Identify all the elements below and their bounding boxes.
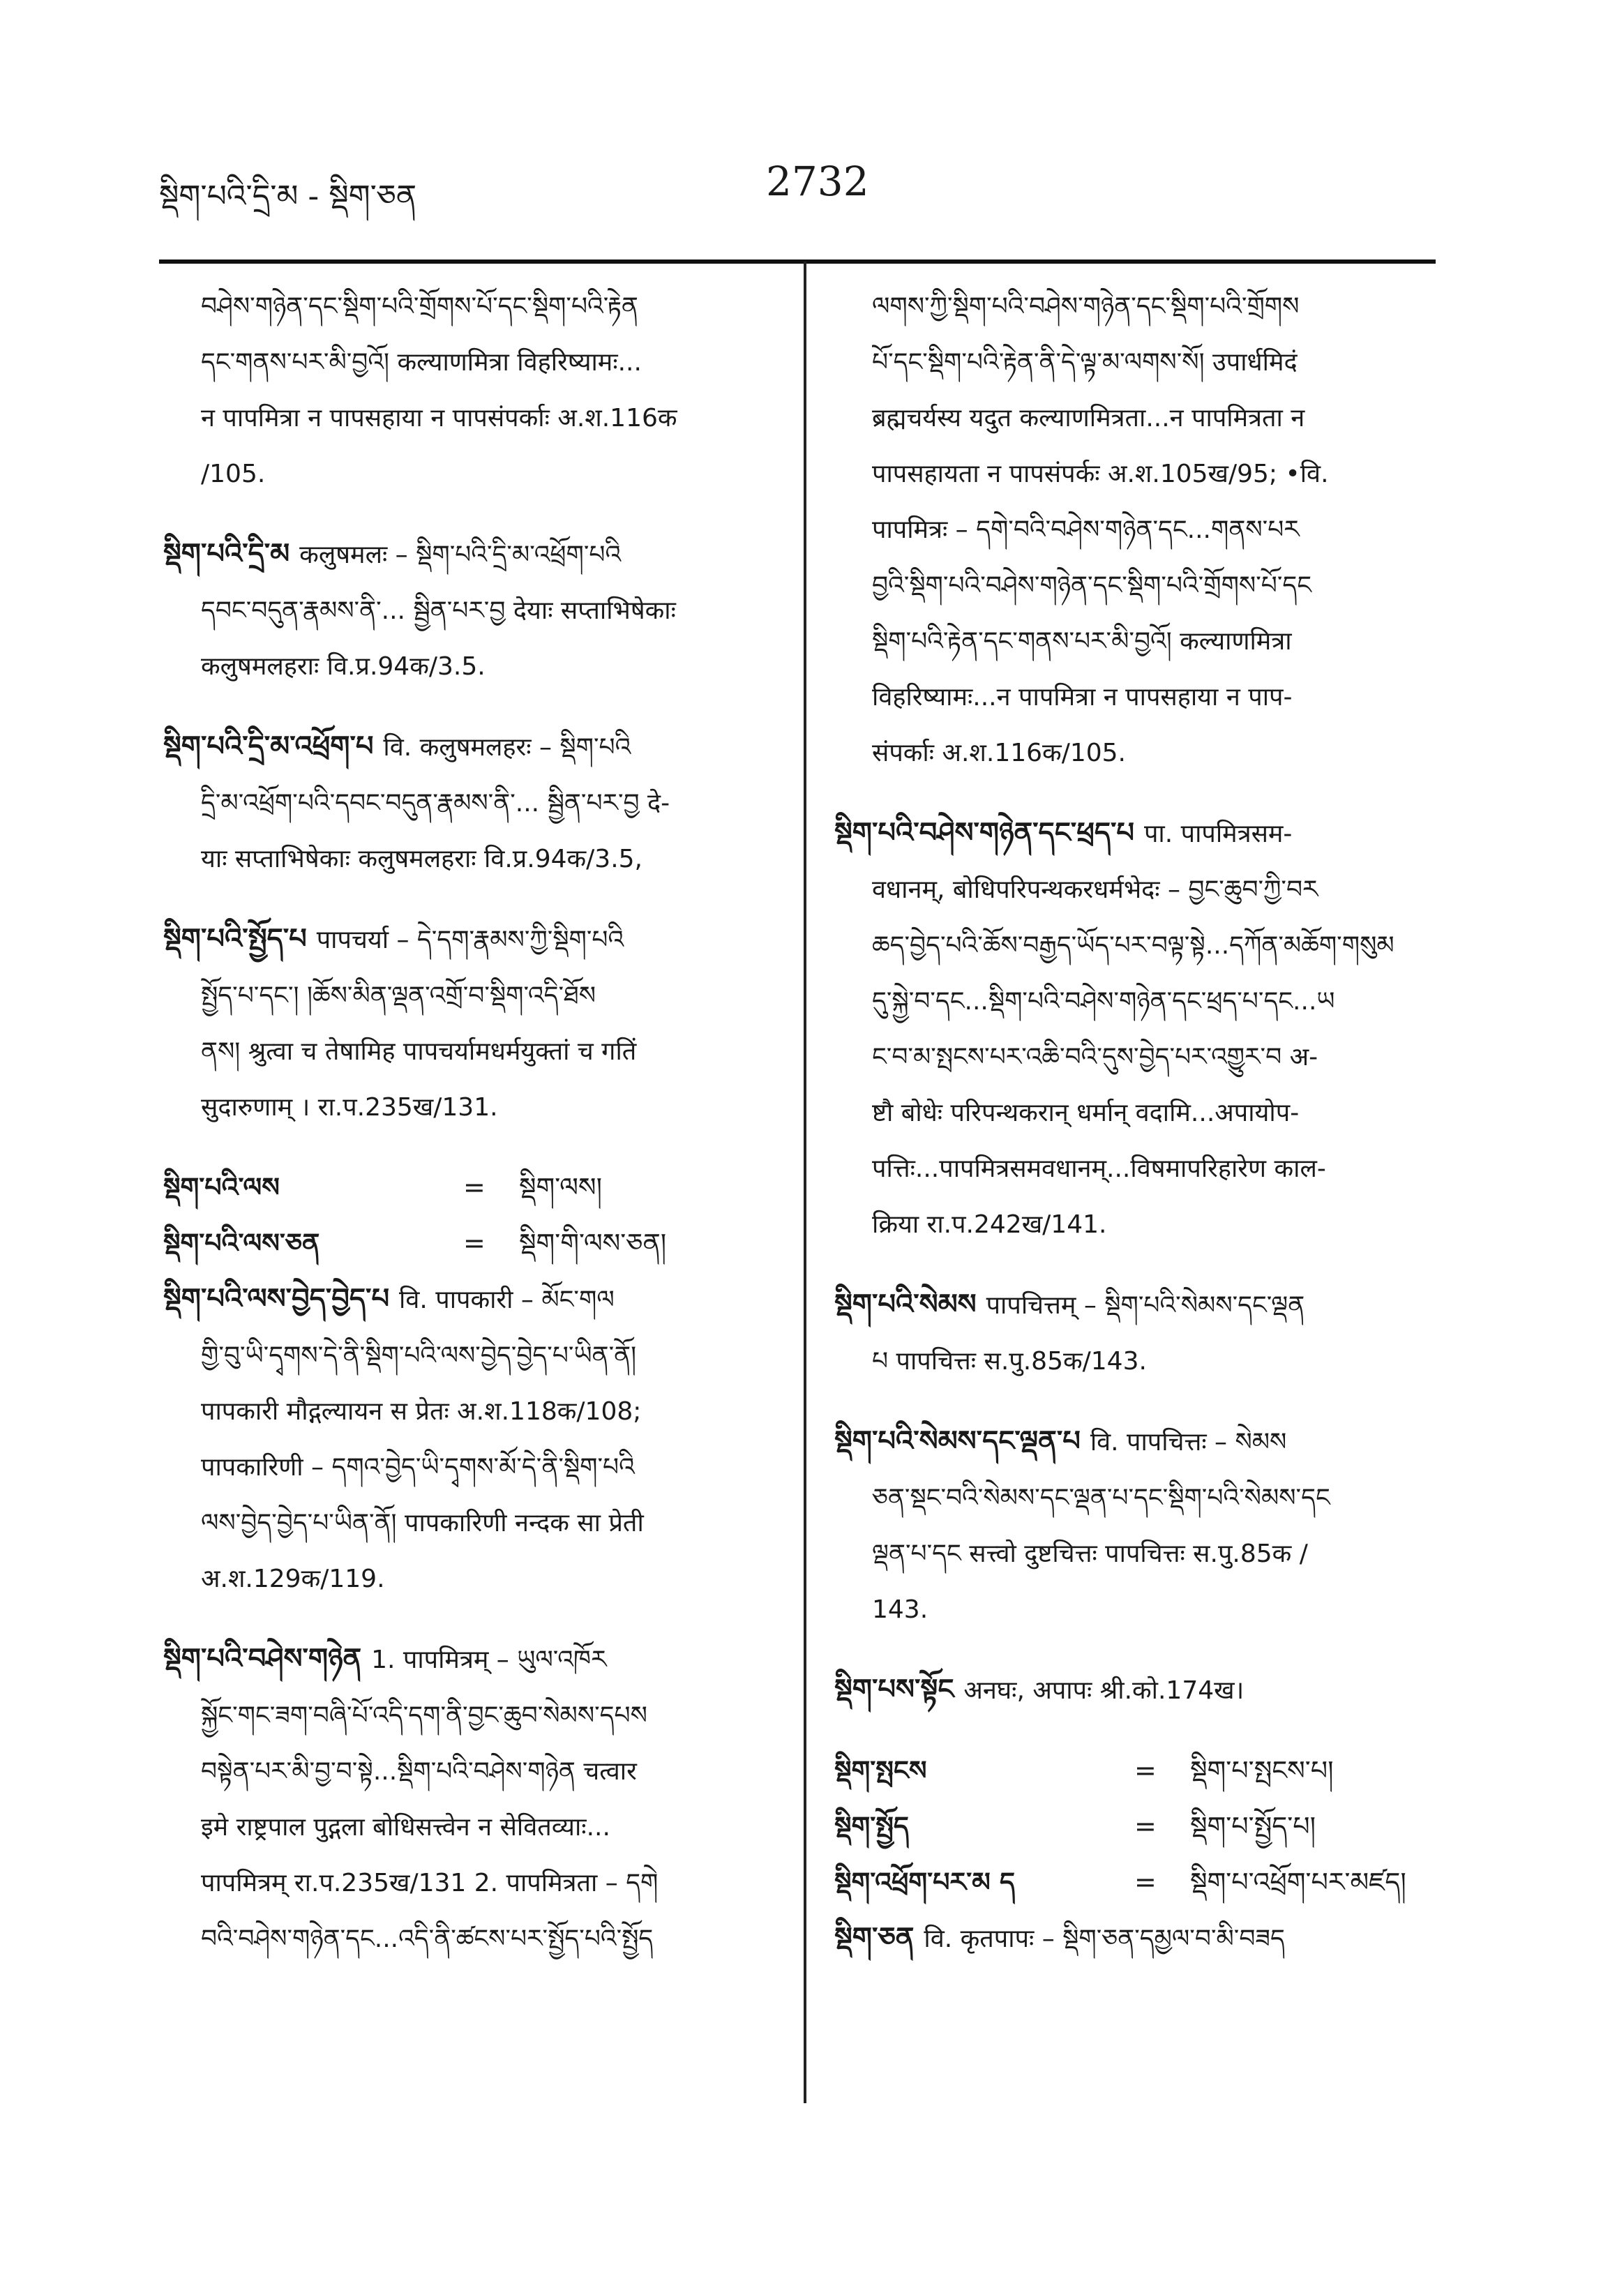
running-head: སྡིག་པའི་དྲི་མ - སྡིག་ཅན — [159, 179, 417, 214]
left-column — [163, 279, 777, 1991]
dictionary-entry — [163, 1631, 777, 1967]
entry-line — [834, 1277, 1448, 1334]
dictionary-entry — [163, 526, 777, 695]
entry-headword: སྡིག་པའི་བཤེས་གཉེན — [163, 1643, 372, 1675]
entry-line: कलुषमलहराः वि.प्र.94क/3.5. — [201, 652, 486, 681]
entry-line: ཆད་བྱེད་པའི་ཆོས་བརྒྱད་ཡོད་པར་བལྟ་སྟེ...དཀོན་མཆོག་གསུམ — [872, 931, 1394, 960]
entry-line: བཤེས་གཉེན་དང་སྡིག་པའི་གྲོགས་པོ་དང་སྡིག་པའི་རྟེན — [201, 292, 638, 321]
entry-line: དྲི་མ་འཕྲོག་པའི་དབང་བདུན་རྣམས་ནི་... སྦྱིན་པར་བྱ दे- — [201, 789, 670, 818]
entry-line: पापसहायता न पापसंपर्कः अ.श.105ख/95; •वि. — [872, 460, 1329, 488]
entry-line: ང་བ་མ་སྤངས་པར་འཆི་བའི་དུས་བྱེད་པར་འགྱུར་བ अ- — [872, 1043, 1318, 1071]
entry-line: न पापमित्रा न पापसहाया न पापसंपर्काः अ.श.116क — [201, 404, 677, 432]
entry-line: संपर्काः अ.श.116क/105. — [872, 739, 1126, 767]
entry-text: पापचर्या – དེ་དག་རྣམས་ཀྱི་སྡིག་པའི — [316, 926, 624, 954]
entry-text: कलुषमलः – སྡིག་པའི་དྲི་མ་འཕྲོག་པའི — [299, 541, 622, 569]
xref-headword: སྡིག་པའི་ལས — [163, 1172, 280, 1203]
entry-line — [834, 1910, 1448, 1967]
entry-line: བྱའི་སྡིག་པའི་བཤེས་གཉེན་དང་སྡིག་པའི་གྲོགས་པོ་དང — [872, 571, 1312, 600]
entry-line: ལས་བྱེད་བྱེད་པ་ཡིན་ནོ། पापकारिणी नन्दक सा प्रेती — [201, 1509, 644, 1537]
equals-sign: = — [1134, 1755, 1157, 1786]
cross-reference-entry — [163, 1215, 777, 1271]
entry-line — [163, 719, 777, 776]
header-rule — [159, 259, 1436, 264]
entry-line: ནས། श्रुत्वा च तेषामिह पापचर्यामधर्मयुक्तां च गतिं — [201, 1037, 637, 1066]
xref-target: སྡིག་གི་ལས་ཅན། — [519, 1228, 667, 1258]
entry-line: ལགས་ཀྱི་སྡིག་པའི་བཤེས་གཉེན་དང་སྡིག་པའི་གྲོགས — [872, 292, 1300, 321]
entry-line: पापमित्रः – དགེ་བའི་བཤེས་གཉེན་དང...གནས་པར — [872, 516, 1300, 544]
entry-line: དང་གནས་པར་མི་བྱའོ། कल्याणमित्रा विहरिष्यामः... — [201, 348, 642, 377]
entry-line: याः सप्ताभिषेकाः कलुषमलहराः वि.प्र.94क/3.5, — [201, 845, 642, 873]
dictionary-entry — [163, 911, 777, 1136]
entry-line: བསྟེན་པར་མི་བྱ་བ་སྟེ...སྡིག་པའི་བཤེས་གཉེན चत्वार — [201, 1757, 637, 1786]
entry-line: 143. — [872, 1595, 928, 1624]
entry-line — [163, 1271, 777, 1328]
entry-line: གྱི་བུ་ཡི་དྭགས་དེ་ནི་སྡིག་པའི་ལས་བྱེད་བྱེད་པ་ཡིན་ནོ། — [201, 1341, 637, 1370]
entry-line — [834, 1413, 1448, 1470]
entry-headword: སྡིག་པའི་སྤྱོད་པ — [163, 923, 317, 955]
cross-reference-entry — [163, 1159, 777, 1215]
entry-line: བའི་བཤེས་གཉེན་དང...འདི་ནི་ཚངས་པར་སྤྱོད་པའི་སྤྱོད — [201, 1925, 654, 1953]
xref-target: སྡིག་པ་སྤྱོད་པ། — [1190, 1811, 1316, 1842]
entry-line: དབང་བདུན་རྣམས་ནི་... སྦྱིན་པར་བྱ देयाः सप्ताभिषेकाः — [201, 596, 676, 625]
entry-text: वि. कृतपापः – སྡིག་ཅན་དམྱལ་བ་མི་བཟད — [924, 1925, 1285, 1953]
cross-reference-entry — [834, 1798, 1448, 1854]
entry-line: अ.श.129क/119. — [201, 1565, 385, 1593]
entry-line: ལྡན་པ་དང सत्त्वो दुष्टचित्तः पापचित्तः स.पु.85क / — [872, 1540, 1308, 1568]
page-number: 2732 — [766, 158, 869, 205]
entry-headword: སྡིག་ཅན — [834, 1922, 924, 1954]
entry-text: अनघः, अपापः श्री.को.174ख। — [963, 1676, 1245, 1705]
entry-line: པོ་དང་སྡིག་པའི་རྟེན་ནི་དེ་ལྟ་མ་ལགས་སོ། उपार्धमिदं — [872, 348, 1298, 377]
dictionary-entry — [834, 1277, 1448, 1390]
entry-line: विहरिष्यामः...न पापमित्रा न पापसहाया न पाप- — [872, 683, 1293, 712]
entry-headword: སྡིག་པའི་བཤེས་གཉེན་དང་ཕྲད་པ — [834, 817, 1144, 849]
dictionary-entry — [834, 1413, 1448, 1638]
xref-target: སྡིག་ལས། — [519, 1172, 603, 1203]
entry-line — [834, 1662, 1448, 1719]
dictionary-entry — [834, 805, 1448, 1253]
column-divider — [804, 262, 806, 2103]
entry-headword: སྡིག་པའི་དྲི་མ་འཕྲོག་པ — [163, 730, 384, 762]
entry-text: पापचित्तम् – སྡིག་པའི་སེམས་དང་ལྡན — [986, 1291, 1305, 1320]
entry-line: ཅན་སྡང་བའི་སེམས་དང་ལྡན་པ་དང་སྡིག་པའི་སེམས་དང — [872, 1484, 1330, 1512]
entry-line: इमे राष्ट्रपाल पुद्गला बोधिसत्त्वेन न सेवितव्याः... — [201, 1813, 610, 1842]
entry-line: སྡིག་པའི་རྟེན་དང་གནས་པར་མི་བྱའོ། कल्याणमित्रा — [872, 627, 1292, 656]
dictionary-entry — [163, 719, 777, 887]
xref-headword: སྡིག་པའི་ལས་ཅན — [163, 1228, 320, 1258]
entry-text: वि. पापकारी – མོང་གལ — [399, 1286, 615, 1314]
entry-line: पापकारी मौद्गल्यायन स प्रेतः अ.श.118क/108; — [201, 1397, 642, 1426]
entry-line: སྤྱོད་པ་དང་། །ཆོས་མིན་ལྡན་འགྲོ་བ་སྡིག་འདི་ཐོས — [201, 981, 596, 1010]
entry-line — [163, 526, 777, 583]
xref-target: སྡིག་པ་སྤངས་པ། — [1190, 1755, 1334, 1786]
xref-headword: སྡིག་སྤངས — [834, 1755, 927, 1786]
entry-line: ब्रह्मचर्यस्य यदुत कल्याणमित्रता...न पापमित्रता न — [872, 404, 1305, 432]
entry-text: पा. पापमित्रसम- — [1143, 820, 1293, 848]
equals-sign: = — [463, 1228, 486, 1258]
xref-headword: སྡིག་འཕྲོག་པར་མ ད — [834, 1867, 1016, 1897]
entry-line — [834, 805, 1448, 862]
entry-line: དུ་སྐྱེ་བ་དང...སྡིག་པའི་བཤེས་གཉེན་དང་ཕྲད་པ་དང...ཡ — [872, 987, 1335, 1016]
equals-sign: = — [1134, 1811, 1157, 1842]
entry-headword: སྡིག་པའི་ལས་བྱེད་བྱེད་པ — [163, 1283, 400, 1315]
entry-text: वि. कलुषमलहरः – སྡིག་པའི — [383, 733, 631, 762]
dictionary-entry — [163, 1271, 777, 1607]
entry-text: 1. पापमित्रम् – ཡུལ་འཁོར — [371, 1646, 607, 1674]
entry-line: /105. — [201, 460, 266, 488]
entry-line: क्रिया रा.प.242ख/141. — [872, 1210, 1107, 1239]
entry-line: पापमित्रम् रा.प.235ख/131 2. पापमित्रता – དགེ — [201, 1869, 659, 1897]
entry-line: ष्टौ बोधेः परिपन्थकरान् धर्मान् वदामि...अपायोप- — [872, 1099, 1300, 1127]
equals-sign: = — [1134, 1867, 1157, 1897]
entry-line — [163, 911, 777, 968]
entry-headword: སྡིག་པའི་སེམས་དང་ལྡན་པ — [834, 1425, 1090, 1457]
xref-target: སྡིག་པ་འཕྲོག་པར་མཛད། — [1190, 1867, 1406, 1897]
entry-headword: སྡིག་པའི་སེམས — [834, 1288, 986, 1321]
entry-text: वि. पापचित्तः – སེམས — [1090, 1428, 1287, 1457]
cross-reference-entry — [834, 1743, 1448, 1798]
equals-sign: = — [463, 1172, 486, 1203]
dictionary-entry — [834, 279, 1448, 781]
right-column — [834, 279, 1448, 1991]
page-header — [159, 158, 1436, 239]
entry-line: सुदारुणाम् । रा.प.235ख/131. — [201, 1093, 498, 1122]
entry-line: वधानम्, बोधिपरिपन्थकरधर्मभेदः – བྱང་ཆུབ་ཀྱི་བར — [872, 875, 1318, 904]
entry-line: पापकारिणी – དགའ་བྱེད་ཡི་དྭགས་མོ་དེ་ནི་སྡིག་པའི — [201, 1453, 635, 1482]
cross-reference-entry — [834, 1854, 1448, 1910]
dictionary-entry — [163, 279, 777, 502]
entry-headword: སྡིག་པས་སྟོང — [834, 1673, 964, 1706]
xref-headword: སྡིག་སྤྱོད — [834, 1811, 909, 1842]
entry-line: पत्तिः...पापमित्रसमवधानम्...विषमापरिहारेण काल- — [872, 1154, 1326, 1183]
dictionary-entry — [834, 1662, 1448, 1719]
dictionary-entry — [834, 1910, 1448, 1967]
entry-headword: སྡིག་པའི་དྲི་མ — [163, 538, 300, 570]
entry-line: སྐྱོང་གང་ཟག་བཞི་པོ་འདི་དག་ནི་བྱང་ཆུབ་སེམས་དཔས — [201, 1701, 647, 1730]
entry-line — [163, 1631, 777, 1688]
entry-line: པ पापचित्तः स.पु.85क/143. — [872, 1347, 1147, 1376]
